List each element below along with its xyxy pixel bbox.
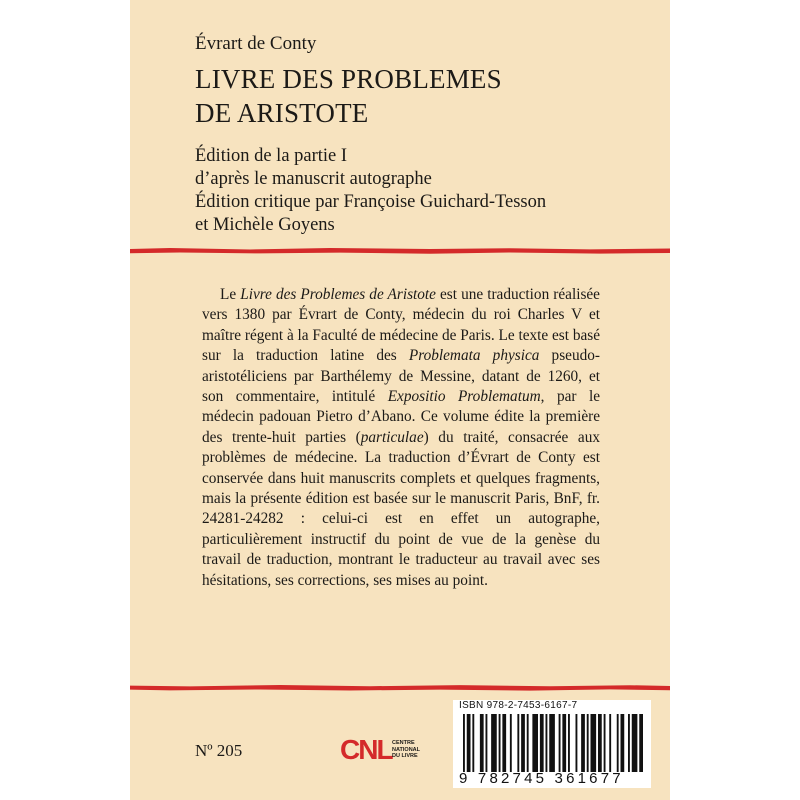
barcode-bar	[576, 714, 578, 772]
blurb-text-run: ) du traité, consacrée aux problèmes de médecine. La traduction d’Évrart de Conty est conservée dans huit manuscrits complets et quelques fragments, mais la présente édition est basée sur le manuscrit Paris, BnF, fr. 24281-24282 : celui-ci est en effet un autographe, particulièrement instructif du point de vue de la genèse du travail de traduction, montrant le traducteur au travail avec ses hésitations, ses corrections, ses mises au point.	[202, 428, 600, 589]
ean-digits: 9 782745 361677	[459, 770, 624, 787]
cnl-logo-mark: CNL	[340, 734, 392, 765]
subtitle-line-2: d’après le manuscrit autographe	[195, 169, 432, 189]
barcode-bar	[521, 714, 525, 772]
series-number: Nº 205	[195, 741, 243, 760]
cnl-caption-line-2: NATIONAL	[392, 746, 421, 753]
barcode-bar	[549, 714, 555, 772]
book-title	[195, 62, 502, 130]
barcode-bar	[621, 714, 625, 772]
barcode-bar	[609, 714, 611, 772]
barcode-bar	[502, 714, 506, 772]
barcode-bar	[480, 714, 484, 772]
cnl-logo-caption	[392, 740, 420, 760]
barcode-bar	[499, 714, 501, 772]
barcode-bar	[559, 714, 561, 772]
isbn-barcode-block	[453, 700, 651, 788]
cnl-caption-line-1: CENTRE	[392, 740, 415, 746]
subtitle-line-1: Édition de la partie I	[195, 146, 348, 166]
blurb-text	[202, 285, 600, 591]
ean-barcode	[463, 714, 643, 772]
barcode-bar	[467, 714, 471, 772]
book-back-cover	[130, 0, 670, 800]
barcode-bar	[486, 714, 488, 772]
barcode-bar	[617, 714, 619, 772]
blurb-text-run: pseudo-aristotéliciens par Barthélemy de Messine, datant de 1260, et son commentaire, intitulé	[202, 347, 600, 406]
cnl-logo	[340, 733, 424, 773]
blurb-italic-run: Problemata physica	[408, 347, 540, 365]
isbn-label: ISBN 978-2-7453-6167-7	[459, 700, 578, 711]
barcode-bar	[604, 714, 606, 772]
barcode-bar	[546, 714, 548, 772]
barcode-bar	[639, 714, 643, 772]
blurb-italic-run: Livre des Problemes de Aristote	[240, 286, 436, 303]
barcode-bar	[540, 714, 544, 772]
cnl-caption-line-3: DU LIVRE	[392, 753, 418, 759]
barcode-bar	[472, 714, 474, 772]
book-title-line-1: LIVRE DES PROBLEMES	[195, 64, 502, 94]
barcode-bar	[517, 714, 519, 772]
blurb-text-run: Le	[220, 286, 241, 303]
blurb-italic-run: Expositio Problematum	[387, 388, 541, 406]
blurb-italic-run: particulae	[360, 428, 424, 446]
barcode-bar	[532, 714, 538, 772]
barcode-bar	[510, 714, 512, 772]
barcode-bar	[581, 714, 585, 772]
barcode-bar	[591, 714, 597, 772]
blurb-paragraph	[202, 285, 600, 591]
author-name: Évrart de Conty	[195, 33, 317, 54]
top-red-brush-rule	[130, 246, 670, 255]
barcode-bar	[628, 714, 630, 772]
barcode-bar	[527, 714, 529, 772]
barcode-bar	[587, 714, 589, 772]
blurb-text-run: , par le médecin padouan Pietro d’Abano. Ce volume édite la première des trente-huit parties (	[202, 388, 601, 446]
barcode-bar	[598, 714, 602, 772]
bottom-red-brush-rule	[130, 683, 670, 692]
barcode-bar	[463, 714, 465, 772]
barcode-bar	[562, 714, 566, 772]
blurb-text-run: est une traduction réalisée vers 1380 par Évrart de Conty, médecin du roi Charles V et maître régent à la Faculté de médecine de Paris. Le texte est basé sur la traduction latine des	[202, 286, 600, 365]
barcode-bar	[491, 714, 497, 772]
edition-subtitle	[195, 145, 546, 237]
barcode-bar	[568, 714, 570, 772]
subtitle-line-3: Édition critique par Françoise Guichard-Tesson	[195, 192, 547, 212]
barcode-bar	[632, 714, 638, 772]
subtitle-line-4: et Michèle Goyens	[195, 215, 335, 235]
book-title-line-2: DE ARISTOTE	[195, 98, 369, 128]
